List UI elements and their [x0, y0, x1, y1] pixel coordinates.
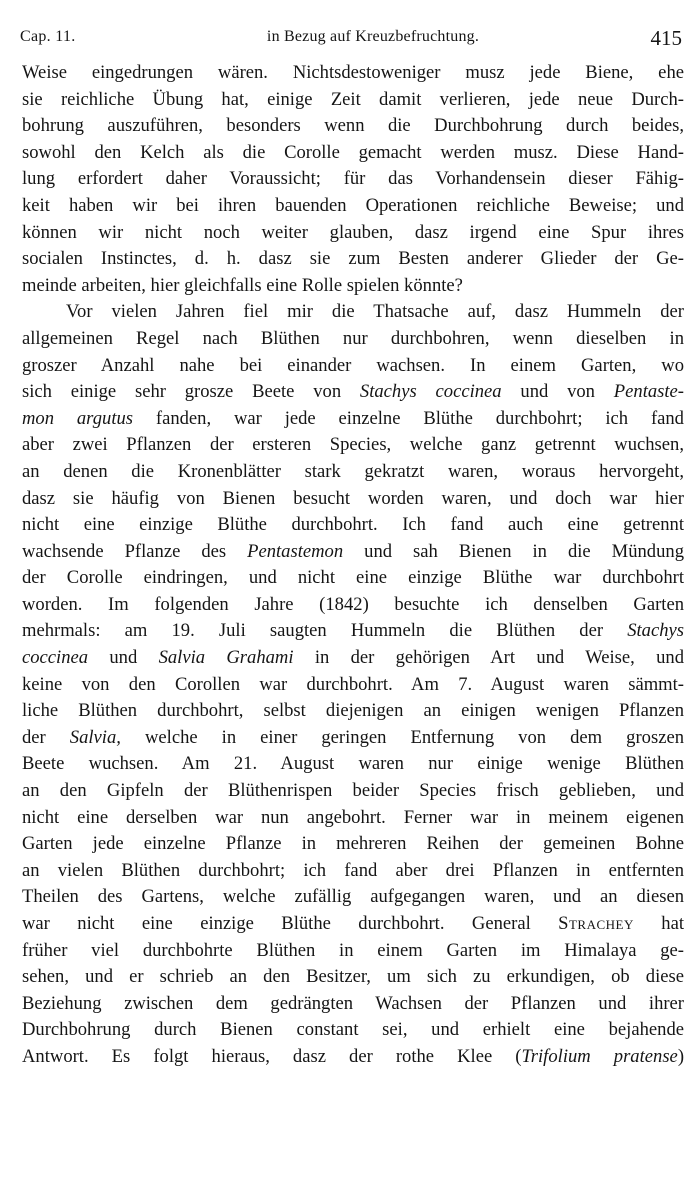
- text-segment: welche in einer geringen Entfernung von dem groszen: [120, 726, 684, 748]
- text-segment: liche Blüthen durchbohrt, selbst diejenigen an einigen wenigen Pflanzen: [22, 700, 684, 722]
- small-caps-text: Strachey: [558, 913, 634, 934]
- text-segment: können wir nicht noch weiter glauben, dasz irgend eine Spur ihres: [22, 221, 684, 243]
- text-line: [22, 565, 684, 592]
- text-segment: und sah Bienen in die Mündung: [343, 540, 684, 562]
- text-segment: bohrung auszuführen, besonders wenn die Durchbohrung durch beides,: [22, 115, 684, 137]
- running-title: in Bezug auf Kreuzbefruchtung.: [266, 28, 480, 45]
- text-segment: an denen die Kronenblätter stark gekratzt waren, woraus hervorgeht,: [22, 460, 684, 482]
- text-line: [22, 379, 684, 406]
- text-segment: Durchbohrung durch Bienen constant sei, und erhielt eine bejahende: [22, 1019, 684, 1041]
- text-line: [22, 432, 684, 459]
- text-line: [22, 299, 684, 326]
- page-number: 415: [650, 26, 682, 50]
- text-line: [22, 113, 684, 140]
- text-segment: Beete wuchsen. Am 21. August waren nur einige wenige Blüthen: [22, 753, 684, 775]
- text-segment: lung erfordert daher Voraussicht; für das Vorhandensein dieser Fähig-: [22, 168, 684, 190]
- text-line: [22, 60, 684, 87]
- text-segment: sich einige sehr grosze Beete von: [22, 381, 360, 403]
- text-line: [22, 406, 684, 433]
- text-line: [22, 486, 684, 513]
- text-segment: Garten jede einzelne Pflanze in mehreren Reihen der gemeinen Bohne: [22, 833, 684, 855]
- text-line: [22, 539, 684, 566]
- text-line: [22, 1044, 684, 1071]
- text-line: [22, 778, 684, 805]
- text-segment: ): [677, 1045, 685, 1067]
- italic-text: mon argutus: [22, 407, 134, 429]
- text-segment: in der gehörigen Art und Weise, und: [293, 647, 684, 669]
- text-segment: fanden, war jede einzelne Blüthe durchbohrt; ich fand: [133, 407, 684, 429]
- text-segment: sehen, und er schrieb an den Besitzer, um sich zu erkundigen, ob diese: [22, 966, 684, 988]
- text-line: [22, 938, 684, 965]
- italic-text: Salvia Grahami: [158, 647, 294, 669]
- text-line: [22, 459, 684, 486]
- text-segment: socialen Instinctes, d. h. dasz sie zum Besten anderer Glieder der Ge-: [22, 248, 684, 270]
- text-segment: der: [22, 726, 70, 748]
- text-line: [22, 87, 684, 114]
- text-segment: Weise eingedrungen wären. Nichtsdestoweniger musz jede Biene, ehe: [22, 62, 684, 83]
- text-segment: und: [88, 647, 159, 669]
- text-segment: groszer Anzahl nahe bei einander wachsen. In einem Garten, wo: [22, 354, 684, 376]
- text-line: [22, 353, 684, 380]
- text-segment: Vor vielen Jahren fiel mir die Thatsache auf, dasz Hummeln der: [66, 301, 684, 323]
- text-segment: war nicht eine einzige Blüthe durchbohrt. General: [22, 913, 559, 934]
- italic-text: Pentastemon: [247, 540, 344, 562]
- text-line: [22, 698, 684, 725]
- text-segment: Antwort. Es folgt hieraus, dasz der rothe Klee (: [22, 1045, 522, 1067]
- text-line: [22, 326, 684, 353]
- text-segment: worden. Im folgenden Jahre (1842) besuchte ich denselben Garten: [22, 593, 684, 615]
- text-segment: keine von den Corollen war durchbohrt. Am 7. August waren sämmt-: [22, 673, 684, 695]
- text-line: [22, 193, 684, 220]
- text-line: [22, 672, 684, 699]
- text-segment: nicht eine derselben war nun angebohrt. Ferner war in meinem eigenen: [22, 806, 684, 828]
- text-line: [22, 964, 684, 991]
- text-line: [22, 751, 684, 778]
- text-segment: Beziehung zwischen dem gedrängten Wachsen der Pflanzen und ihrer: [22, 992, 684, 1014]
- text-segment: an den Gipfeln der Blüthenrispen beider Species frisch geblieben, und: [22, 780, 684, 802]
- text-line: [22, 911, 684, 938]
- text-line: [22, 725, 684, 752]
- text-line: [22, 884, 684, 911]
- text-line: [22, 140, 684, 167]
- text-line: [22, 592, 684, 619]
- text-segment: hat: [633, 913, 684, 934]
- text-segment: dasz sie häufig von Bienen besucht worden waren, und doch war hier: [22, 487, 684, 509]
- text-segment: allgemeinen Regel nach Blüthen nur durchbohren, wenn dieselben in: [22, 327, 684, 349]
- italic-text: coccinea: [22, 647, 89, 669]
- text-segment: und von: [501, 381, 614, 403]
- italic-text: Trifolium pratense: [521, 1045, 678, 1067]
- text-line: [22, 618, 684, 645]
- text-segment: der Corolle eindringen, und nicht eine einzige Blüthe war durchbohrt: [22, 567, 684, 589]
- chapter-label: Cap. 11.: [20, 28, 76, 45]
- running-header: [20, 22, 686, 52]
- text-segment: früher viel durchbohrte Blüthen in einem Garten im Himalaya ge-: [22, 939, 684, 961]
- italic-text: Salvia,: [69, 726, 121, 748]
- text-line: [22, 512, 684, 539]
- body-text: [22, 60, 684, 1071]
- text-line: [22, 166, 684, 193]
- italic-text: Stachys: [627, 620, 684, 642]
- text-line: [22, 858, 684, 885]
- text-segment: sie reichliche Übung hat, einige Zeit damit verlieren, jede neue Durch-: [22, 88, 684, 110]
- text-segment: keit haben wir bei ihren bauenden Operationen reichliche Beweise; und: [22, 194, 684, 216]
- text-line: [22, 1017, 684, 1044]
- italic-text: Pentaste-: [613, 381, 684, 403]
- text-line: [22, 991, 684, 1018]
- text-segment: sowohl den Kelch als die Corolle gemacht werden musz. Diese Hand-: [22, 141, 684, 163]
- text-segment: nicht eine einzige Blüthe durchbohrt. Ich fand auch eine getrennt: [22, 514, 684, 536]
- text-line: [22, 645, 684, 672]
- text-line: [22, 273, 684, 300]
- text-segment: meinde arbeiten, hier gleichfalls eine Rolle spielen könnte?: [22, 274, 463, 296]
- italic-text: Stachys coccinea: [359, 381, 502, 403]
- text-segment: mehrmals: am 19. Juli saugten Hummeln die Blüthen der: [22, 620, 628, 642]
- text-line: [22, 805, 684, 832]
- text-segment: wachsende Pflanze des: [22, 540, 248, 562]
- text-segment: an vielen Blüthen durchbohrt; ich fand aber drei Pflanzen in entfernten: [22, 859, 684, 881]
- text-line: [22, 246, 684, 273]
- text-line: [22, 831, 684, 858]
- text-segment: aber zwei Pflanzen der ersteren Species, welche ganz getrennt wuchsen,: [22, 434, 684, 456]
- text-line: [22, 220, 684, 247]
- text-segment: Theilen des Gartens, welche zufällig aufgegangen waren, und an diesen: [22, 886, 684, 908]
